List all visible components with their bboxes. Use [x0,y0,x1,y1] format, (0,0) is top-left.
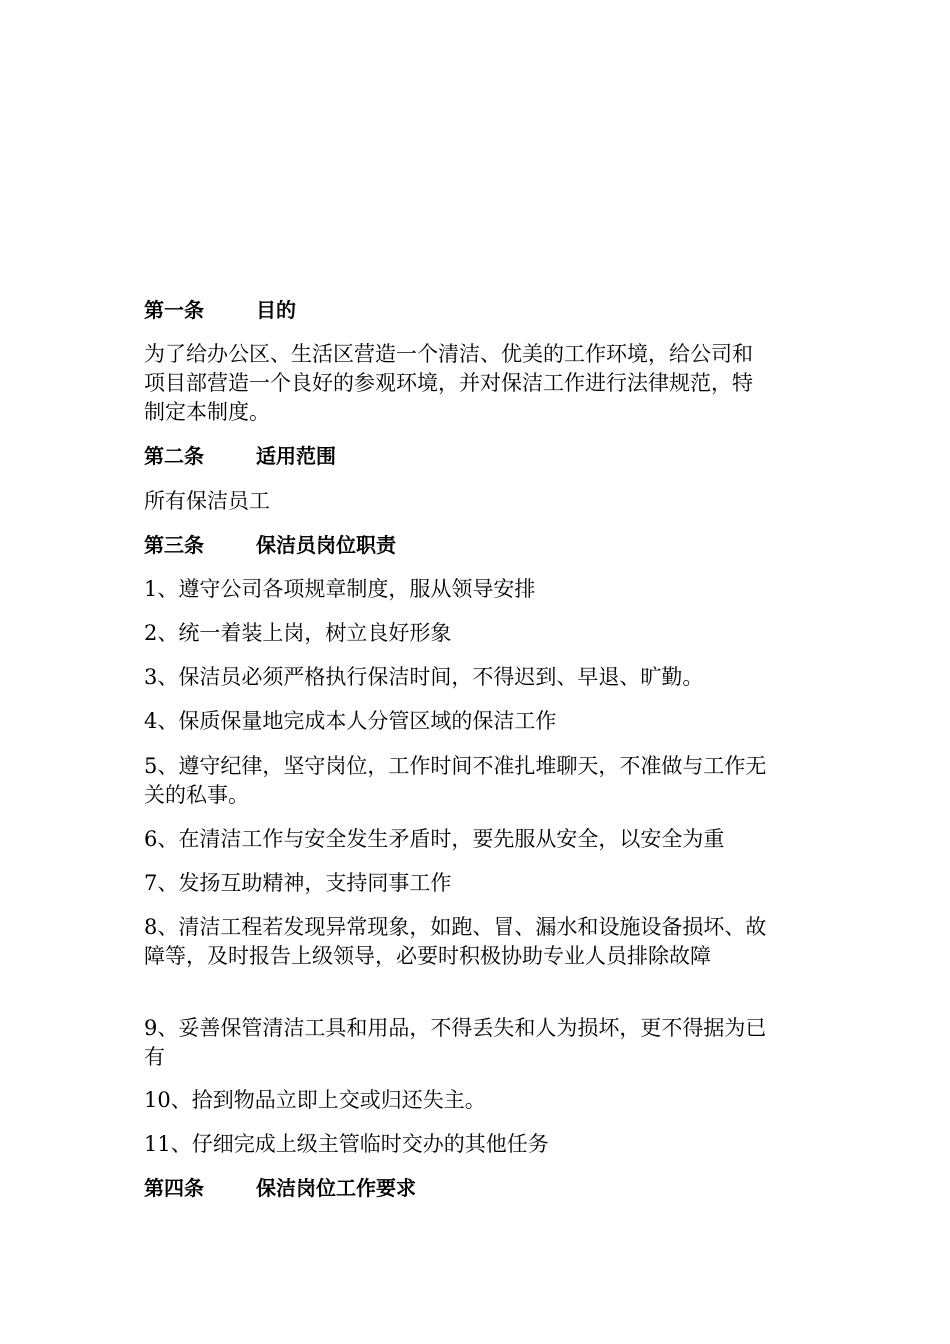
duty-item-5: 5、遵守纪律，坚守岗位，工作时间不准扎堆聊天，不准做与工作无 [144,754,767,778]
section-3-title: 保洁员岗位职责 [256,533,396,557]
duty-item-3: 3、保洁员必须严格执行保洁时间，不得迟到、早退、旷勤。 [144,665,704,689]
section-1-title: 目的 [256,298,296,322]
duty-item-9-continued: 有 [144,1045,165,1069]
duty-item-4: 4、保质保量地完成本人分管区域的保洁工作 [144,709,557,733]
section-3-heading [144,531,824,560]
section-4-number: 第四条 [144,1176,204,1200]
duty-item-10: 10、拾到物品立即上交或归还失主。 [144,1088,486,1112]
section-1-paragraph-line: 项目部营造一个良好的参观环境，并对保洁工作进行法律规范，特 [144,371,753,395]
duty-item-8: 8、清洁工程若发现异常现象，如跑、冒、漏水和设施设备损坏、故 [144,915,767,939]
section-2-number: 第二条 [144,444,204,468]
section-4-heading [144,1174,824,1203]
section-2-title: 适用范围 [256,444,336,468]
duty-item-11: 11、仔细完成上级主管临时交办的其他任务 [144,1132,549,1156]
section-1-heading [144,296,824,325]
duty-item-9: 9、妥善保管清洁工具和用品，不得丢失和人为损坏，更不得据为已 [144,1016,767,1040]
section-3-number: 第三条 [144,533,204,557]
section-4-title: 保洁岗位工作要求 [256,1176,416,1200]
section-1-paragraph-line: 为了给办公区、生活区营造一个清洁、优美的工作环境，给公司和 [144,342,753,366]
duty-item-6: 6、在清洁工作与安全发生矛盾时，要先服从安全，以安全为重 [144,827,725,851]
duty-item-2: 2、统一着装上岗，树立良好形象 [144,621,452,645]
section-2-paragraph-line: 所有保洁员工 [144,489,270,513]
duty-item-1: 1、遵守公司各项规章制度，服从领导安排 [144,577,536,601]
section-1-number: 第一条 [144,298,204,322]
duty-item-7: 7、发扬互助精神，支持同事工作 [144,871,452,895]
section-2-heading [144,442,824,471]
duty-item-8-continued: 障等，及时报告上级领导，必要时积极协助专业人员排除故障 [144,944,711,968]
duty-item-5-continued: 关的私事。 [144,783,249,807]
section-1-paragraph-line: 制定本制度。 [144,400,270,424]
